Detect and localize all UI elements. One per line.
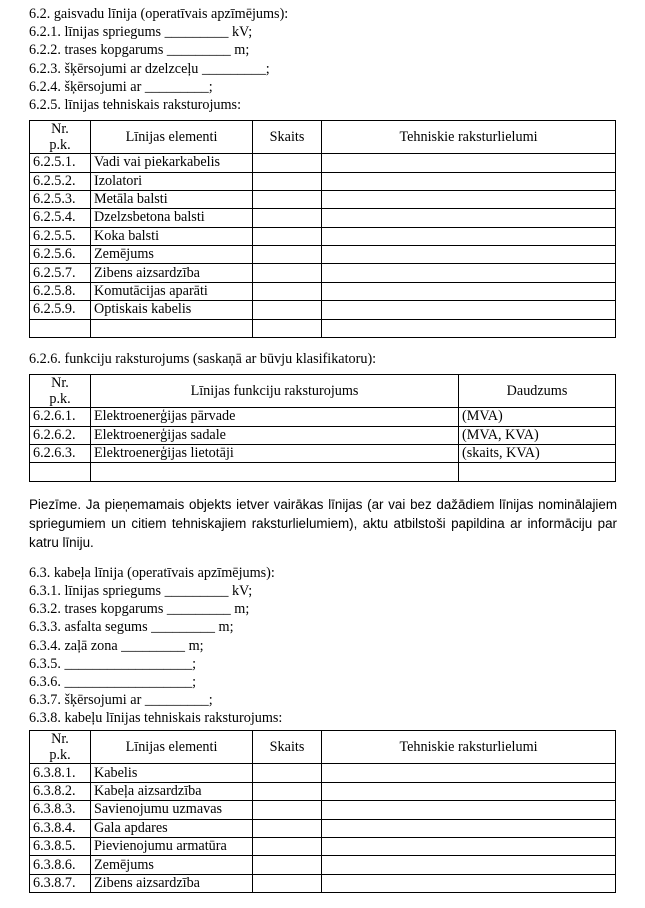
table-cell [322, 856, 616, 874]
section-6-2 [29, 5, 617, 338]
note-paragraph: Piezīme. Ja pieņemamais objekts ietver vairākas līnijas (ar vai bez dažādiem līnijas nominālajiem spriegumiem un citiem tehniskajiem raksturlielumiem), aktu atbilstoši papildina ar informāciju par katru līniju. [29, 496, 617, 550]
table-header-row [30, 375, 616, 408]
table-row [30, 172, 616, 190]
table-cell: 6.3.8.3. [30, 801, 91, 819]
column-header: Līnijas elementi [91, 121, 253, 154]
table-cell [253, 856, 322, 874]
table-row [30, 154, 616, 172]
table-cell [322, 764, 616, 782]
column-header: Daudzums [459, 375, 616, 408]
section-6-2-6 [29, 350, 617, 482]
field-list [29, 582, 617, 728]
table-cell: Pievienojumu armatūra [91, 838, 253, 856]
table-cell: Optiskais kabelis [91, 301, 253, 319]
table-cell: Dzelzsbetona balsti [91, 209, 253, 227]
table-cell [322, 190, 616, 208]
table-cell [322, 172, 616, 190]
table-cell [322, 319, 616, 337]
functions-table [29, 374, 616, 482]
form-field-line: 6.3.6. __________________; [29, 673, 197, 690]
form-field-line: 6.3.8. kabeļu līnijas tehniskais raksturojums: [29, 710, 283, 727]
table-row [30, 463, 616, 481]
table-cell: 6.2.5.7. [30, 264, 91, 282]
table-cell: 6.2.6.3. [30, 445, 91, 463]
table-cell [253, 874, 322, 892]
table-row [30, 856, 616, 874]
table-cell: 6.2.6.1. [30, 408, 91, 426]
table-cell [322, 801, 616, 819]
table-row [30, 190, 616, 208]
column-header [30, 121, 91, 154]
table-row [30, 246, 616, 264]
table-cell: Elektroenerģijas lietotāji [91, 445, 459, 463]
table-cell [459, 463, 616, 481]
column-header-part: Nr. [51, 731, 69, 748]
column-header [30, 731, 91, 764]
form-field-line: 6.2.4. šķērsojumi ar _________; [29, 78, 213, 95]
form-field-line: 6.2.2. trases kopgarums _________ m; [29, 42, 250, 59]
table-cell: Elektroenerģijas sadale [91, 426, 459, 444]
form-field-line: 6.3.2. trases kopgarums _________ m; [29, 601, 250, 618]
table-cell [322, 838, 616, 856]
table-cell: (MVA) [459, 408, 616, 426]
table-cell: Metāla balsti [91, 190, 253, 208]
table-cell: Zibens aizsardzība [91, 874, 253, 892]
document-page [29, 5, 617, 893]
section-heading: 6.2. gaisvadu līnija (operatīvais apzīmējums): [29, 6, 289, 22]
table-cell [322, 874, 616, 892]
table-cell: Zemējums [91, 856, 253, 874]
table-cell [30, 463, 91, 481]
line-elements-table [29, 120, 616, 338]
table-cell [322, 154, 616, 172]
column-header: Tehniskie raksturlielumi [322, 731, 616, 764]
table-cell: 6.2.5.3. [30, 190, 91, 208]
table-row [30, 426, 616, 444]
table-cell: 6.2.5.6. [30, 246, 91, 264]
column-header: Skaits [253, 121, 322, 154]
table-row [30, 764, 616, 782]
table-cell: Elektroenerģijas pārvade [91, 408, 459, 426]
table-cell: 6.2.5.9. [30, 301, 91, 319]
section-heading: 6.2.6. funkciju raksturojums (saskaņā ar būvju klasifikatoru): [29, 351, 377, 368]
table-cell: Kabeļa aizsardzība [91, 782, 253, 800]
table-row [30, 782, 616, 800]
table-cell [253, 282, 322, 300]
table-cell [253, 838, 322, 856]
column-header-part: Nr. [51, 375, 69, 392]
table-cell [322, 246, 616, 264]
column-header-part: Nr. [51, 121, 69, 138]
form-field-line: 6.2.3. šķērsojumi ar dzelzceļu _________; [29, 60, 270, 77]
table-cell [322, 819, 616, 837]
table-cell: 6.2.5.5. [30, 227, 91, 245]
form-field-line: 6.2.1. līnijas spriegums _________ kV; [29, 24, 253, 41]
table-row [30, 301, 616, 319]
table-cell [253, 264, 322, 282]
table-row [30, 445, 616, 463]
cable-elements-table [29, 730, 616, 893]
table-cell: Kabelis [91, 764, 253, 782]
table-cell: 6.2.5.4. [30, 209, 91, 227]
table-cell [253, 172, 322, 190]
table-row [30, 319, 616, 337]
column-header [30, 375, 91, 408]
form-field-line: 6.3.1. līnijas spriegums _________ kV; [29, 582, 253, 599]
table-header-row [30, 731, 616, 764]
form-field-line: 6.3.5. __________________; [29, 655, 197, 672]
table-cell [322, 209, 616, 227]
table-row [30, 209, 616, 227]
column-header-part: p.k. [49, 747, 71, 764]
column-header-part: p.k. [49, 391, 71, 408]
column-header: Tehniskie raksturlielumi [322, 121, 616, 154]
table-cell: 6.3.8.2. [30, 782, 91, 800]
table-cell [91, 463, 459, 481]
table-cell [253, 319, 322, 337]
table-cell [322, 264, 616, 282]
table-cell [322, 782, 616, 800]
table-cell [91, 319, 253, 337]
table-cell [253, 819, 322, 837]
table-cell: Koka balsti [91, 227, 253, 245]
table-cell: 6.3.8.7. [30, 874, 91, 892]
field-list [29, 23, 617, 114]
form-field-line: 6.3.4. zaļā zona _________ m; [29, 637, 204, 654]
table-cell [253, 154, 322, 172]
table-cell: 6.2.5.8. [30, 282, 91, 300]
table-cell: (MVA, KVA) [459, 426, 616, 444]
table-row [30, 408, 616, 426]
table-row [30, 264, 616, 282]
table-cell [253, 246, 322, 264]
table-cell: (skaits, KVA) [459, 445, 616, 463]
column-header: Līnijas funkciju raksturojums [91, 375, 459, 408]
table-cell: 6.2.6.2. [30, 426, 91, 444]
table-header-row [30, 121, 616, 154]
table-cell [30, 319, 91, 337]
form-field-line: 6.3.3. asfalta segums _________ m; [29, 619, 234, 636]
table-cell: Komutācijas aparāti [91, 282, 253, 300]
column-header: Līnijas elementi [91, 731, 253, 764]
table-cell: 6.3.8.1. [30, 764, 91, 782]
table-cell: Zibens aizsardzība [91, 264, 253, 282]
table-cell: 6.2.5.2. [30, 172, 91, 190]
table-cell [253, 190, 322, 208]
table-row [30, 874, 616, 892]
table-cell: Izolatori [91, 172, 253, 190]
table-cell: Gala apdares [91, 819, 253, 837]
table-cell: 6.3.8.6. [30, 856, 91, 874]
table-cell: Vadi vai piekarkabelis [91, 154, 253, 172]
table-cell [253, 782, 322, 800]
column-header: Skaits [253, 731, 322, 764]
table-cell [253, 227, 322, 245]
table-row [30, 282, 616, 300]
form-field-line: 6.2.5. līnijas tehniskais raksturojums: [29, 96, 242, 113]
table-row [30, 227, 616, 245]
table-cell [322, 227, 616, 245]
form-field-line: 6.3.7. šķērsojumi ar _________; [29, 692, 213, 709]
table-cell: Zemējums [91, 246, 253, 264]
table-cell: Savienojumu uzmavas [91, 801, 253, 819]
table-cell [322, 301, 616, 319]
table-cell: 6.3.8.4. [30, 819, 91, 837]
table-row [30, 819, 616, 837]
column-header-part: p.k. [49, 137, 71, 154]
table-cell [253, 209, 322, 227]
table-cell [253, 301, 322, 319]
table-row [30, 838, 616, 856]
table-cell: 6.3.8.5. [30, 838, 91, 856]
section-6-3 [29, 564, 617, 893]
table-cell [253, 801, 322, 819]
table-row [30, 801, 616, 819]
section-heading: 6.3. kabeļa līnija (operatīvais apzīmējums): [29, 564, 275, 581]
table-cell [253, 764, 322, 782]
table-cell [322, 282, 616, 300]
table-cell: 6.2.5.1. [30, 154, 91, 172]
